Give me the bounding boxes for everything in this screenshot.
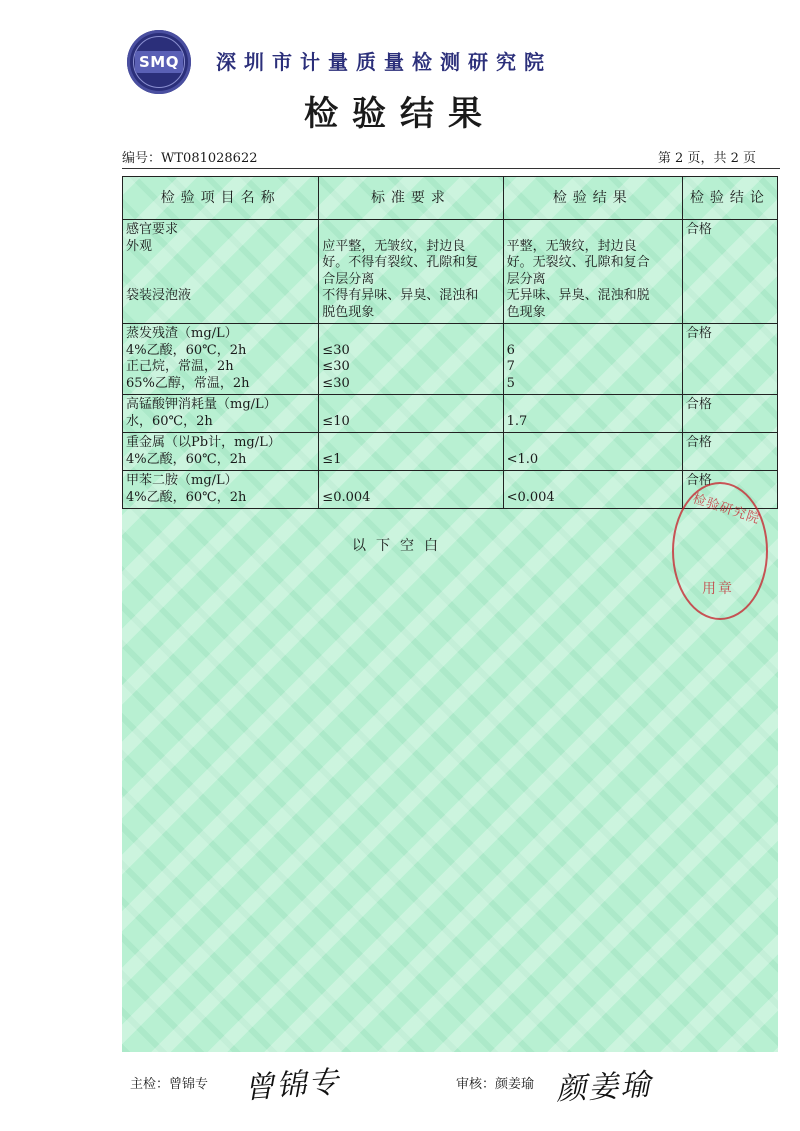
cell-line: 7 — [506, 359, 515, 374]
document-title: 检验结果 — [304, 94, 496, 134]
cell-line: 正己烷，常温，2h — [126, 359, 234, 374]
cell-line — [322, 473, 499, 490]
cell-item — [123, 395, 319, 433]
report-number — [122, 147, 258, 166]
cell-requirement — [319, 433, 503, 471]
cell-conclusion: 合格 — [682, 471, 777, 509]
cell-line: 甲苯二胺（mg/L） — [126, 473, 238, 488]
cell-line: 4%乙酸，60℃，2h — [126, 342, 247, 358]
cell-line: 6 — [506, 342, 515, 358]
reviewer-field — [456, 1073, 534, 1092]
inspector-signature: 曾锦专 — [243, 1064, 342, 1107]
cell-line — [126, 255, 315, 272]
smq-logo — [127, 30, 191, 94]
table-row — [123, 433, 778, 471]
cell-line — [507, 326, 679, 343]
header-item-name: 检验项目名称 — [123, 177, 319, 220]
cell-line: 好。不得有裂纹、孔隙和复 — [322, 255, 479, 270]
table-row — [123, 395, 778, 433]
cell-line: 5 — [506, 375, 515, 391]
official-seal-stamp — [672, 482, 768, 620]
cell-line: 蒸发残渣（mg/L） — [126, 326, 238, 341]
cell-line — [126, 305, 315, 322]
cell-line: ≤0.004 — [322, 489, 371, 505]
cell-line: 好。无裂纹、孔隙和复合 — [506, 255, 650, 270]
cell-conclusion: 合格 — [682, 433, 777, 471]
cell-line: 水，60℃，2h — [126, 413, 213, 429]
cell-line: 不得有异味、异臭、混浊和 — [322, 288, 479, 303]
cell-line: <1.0 — [506, 451, 539, 467]
cell-requirement — [319, 471, 503, 509]
header-requirement: 标准要求 — [319, 177, 503, 220]
cell-line: 脱色现象 — [322, 304, 375, 320]
cell-result — [503, 395, 682, 433]
cell-line: 合层分离 — [322, 271, 375, 287]
table-row — [123, 471, 778, 509]
cell-line: 无异味、异臭、混浊和脱 — [506, 288, 650, 303]
cell-conclusion: 合格 — [682, 395, 777, 433]
cell-line: 65%乙醇，常温，2h — [126, 375, 250, 391]
cell-requirement — [319, 395, 503, 433]
cell-result — [503, 220, 682, 324]
cell-line: ≤30 — [322, 342, 350, 358]
inspector-name: 曾锦专 — [169, 1077, 209, 1092]
cell-line: 4%乙酸，60℃，2h — [126, 451, 247, 467]
table-row — [123, 220, 778, 324]
page-info: 第 2 页，共 2 页 — [657, 151, 756, 166]
cell-line — [507, 473, 679, 490]
logo-text: SMQ — [135, 51, 183, 73]
cell-line: 应平整，无皱纹，封边良 — [322, 238, 466, 254]
cell-line — [507, 222, 679, 239]
table-row — [123, 324, 778, 395]
cell-result — [503, 324, 682, 395]
organization-name: 深圳市计量质量检测研究院 — [216, 50, 552, 74]
cell-line: 高锰酸钾消耗量（mg/L） — [126, 397, 277, 412]
cell-line — [322, 435, 499, 452]
cell-line — [507, 435, 679, 452]
cell-item — [123, 433, 319, 471]
cell-result — [503, 471, 682, 509]
cell-line: <0.004 — [506, 489, 555, 505]
inspector-field — [130, 1073, 208, 1092]
cell-line: ≤10 — [322, 413, 350, 429]
cell-line: 平整，无皱纹，封边良 — [506, 238, 637, 254]
header-result: 检验结果 — [503, 177, 682, 220]
blank-below-note: 以下空白 — [352, 538, 448, 554]
cell-line — [322, 326, 499, 343]
reviewer-label: 审核： — [456, 1077, 496, 1092]
cell-requirement — [319, 220, 503, 324]
cell-line: 1.7 — [506, 413, 528, 429]
cell-line: ≤1 — [322, 451, 342, 467]
cell-line: 感官要求 — [126, 222, 179, 237]
cell-requirement — [319, 324, 503, 395]
cell-line — [322, 397, 499, 414]
table-header-row — [123, 177, 778, 220]
cell-conclusion: 合格 — [682, 324, 777, 395]
cell-line: 袋装浸泡液 — [126, 288, 192, 303]
results-table — [122, 176, 778, 509]
stamp-bottom-text: 用章 — [702, 581, 734, 597]
cell-line: 外观 — [126, 238, 153, 254]
cell-result — [503, 433, 682, 471]
report-number-label: 编号： — [122, 151, 162, 166]
stamp-top-text: 检验研究院 — [690, 491, 763, 528]
cell-line: ≤30 — [322, 359, 350, 374]
cell-line: 色现象 — [506, 304, 546, 320]
cell-line: ≤30 — [322, 375, 350, 391]
cell-item — [123, 471, 319, 509]
cell-line — [322, 222, 499, 239]
cell-line: 4%乙酸，60℃，2h — [126, 489, 247, 505]
cell-item — [123, 220, 319, 324]
cell-line: 重金属（以Pb计，mg/L） — [126, 435, 281, 450]
reviewer-signature: 颜姜瑜 — [555, 1067, 654, 1108]
header-conclusion: 检验结论 — [682, 177, 777, 220]
cell-item — [123, 324, 319, 395]
inspector-label: 主检： — [130, 1077, 170, 1092]
header-rule — [122, 168, 780, 169]
cell-conclusion: 合格 — [682, 220, 777, 324]
report-number-value: WT081028622 — [161, 151, 258, 166]
cell-line — [507, 397, 679, 414]
cell-line: 层分离 — [506, 271, 546, 287]
reviewer-name: 颜姜瑜 — [495, 1077, 535, 1092]
cell-line — [126, 272, 315, 289]
